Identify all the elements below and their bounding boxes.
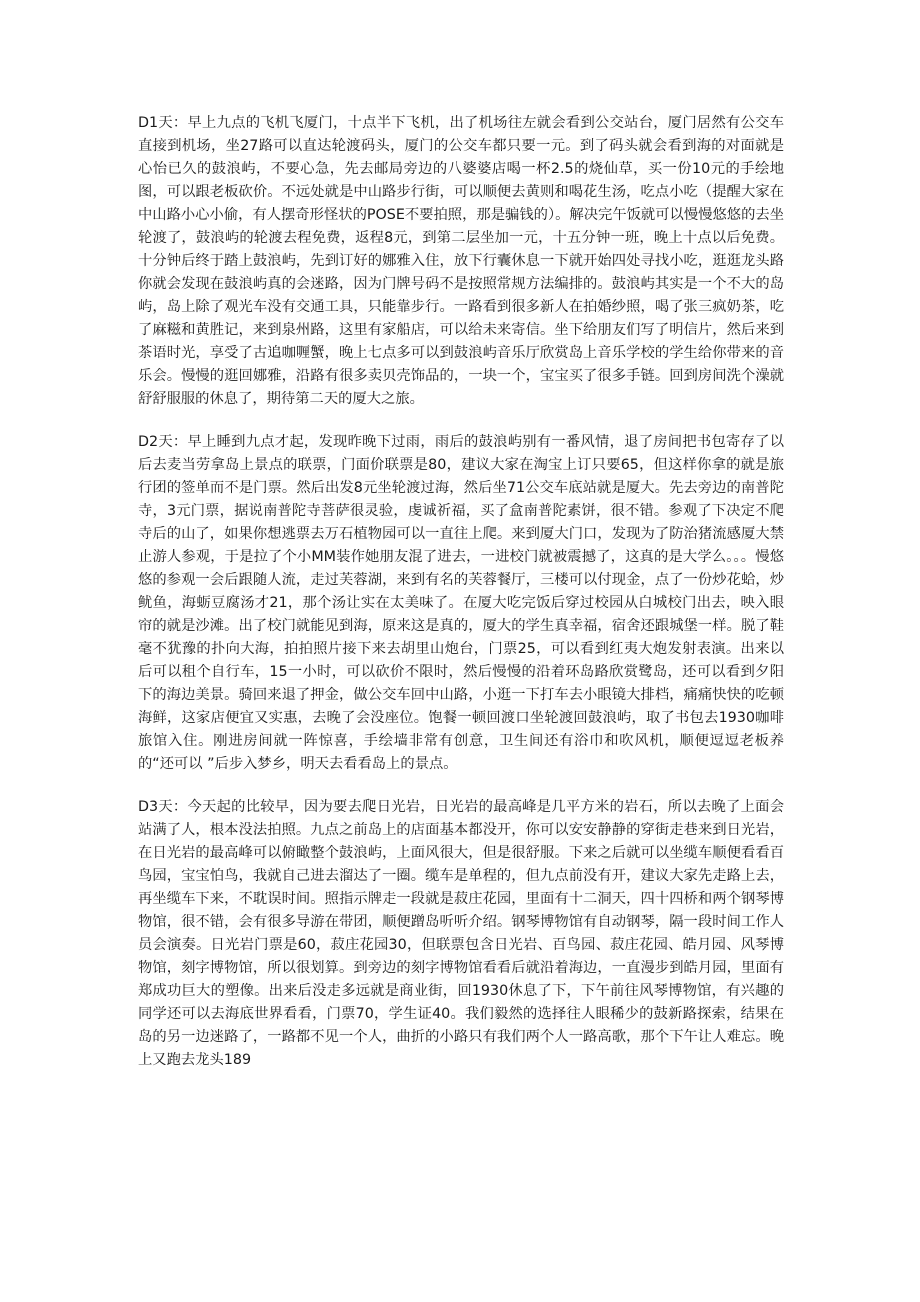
document-body	[138, 112, 784, 1092]
paragraph-day-3: D3天：今天起的比较早，因为要去爬日光岩，日光岩的最高峰是几平方米的岩石，所以去晚了上面会站满了人，根本没法拍照。九点之前岛上的店面基本都没开，你可以安安静静的穿街走巷来到日光岩，在日光岩的最高峰可以俯瞰整个鼓浪屿，上面风很大，但是很舒服。下来之后就可以坐缆车顺便看看百鸟园，宝宝怕鸟，我就自己进去溜达了一圈。缆车是单程的，但九点前没有开，建议大家先走路上去，再坐缆车下来，不耽误时间。照指示牌走一段就是菽庄花园，里面有十二洞天，四十四桥和两个钢琴博物馆，很不错，会有很多导游在带团，顺便蹭岛听听介绍。钢琴博物馆有自动钢琴，隔一段时间工作人员会演奏。日光岩门票是60，菽庄花园30，但联票包含日光岩、百鸟园、菽庄花园、皓月园、风琴博物馆，刻字博物馆，所以很划算。到旁边的刻字博物馆看看后就沿着海边，一直漫步到皓月园，里面有郑成功巨大的塑像。出来后没走多远就是商业街，回1930休息了下，下午前往风琴博物馆，有兴趣的同学还可以去海底世界看看，门票70，学生证40。我们毅然的选择往人眼稀少的鼓新路探索，结果在岛的另一边迷路了，一路都不见一个人，曲折的小路只有我们两个人一路高歌，那个下午让人难忘。晚上又跑去龙头189	[138, 799, 784, 1068]
paragraph-day-1: D1天：早上九点的飞机飞厦门，十点半下飞机，出了机场往左就会看到公交站台，厦门居然有公交车直接到机场，坐27路可以直达轮渡码头，厦门的公交车都只要一元。到了码头就会看到海的对面就是心怡已久的鼓浪屿，不要心急，先去邮局旁边的八婆婆店喝一杯2.5的烧仙草，买一份10元的手绘地图，可以跟老板砍价。不远处就是中山路步行街，可以顺便去黄则和喝花生汤，吃点小吃（提醒大家在中山路小心小偷，有人摆奇形怪状的POSE不要拍照，那是骗钱的）。解决完午饭就可以慢慢悠悠的去坐轮渡了，鼓浪屿的轮渡去程免费，返程8元，到第二层坐加一元，十五分钟一班，晚上十点以后免费。十分钟后终于踏上鼓浪屿，先到订好的娜雅入住，放下行囊休息一下就开始四处寻找小吃，逛逛龙头路你就会发现在鼓浪屿真的会迷路，因为门牌号码不是按照常规方法编排的。鼓浪屿其实是一个不大的岛屿，岛上除了观光车没有交通工具，只能靠步行。一路看到很多新人在拍婚纱照，喝了张三疯奶茶，吃了麻糍和黄胜记，来到泉州路，这里有家船店，可以给未来寄信。坐下给朋友们写了明信片，然后来到茶语时光，享受了古追咖喱蟹，晚上七点多可以到鼓浪屿音乐厅欣赏岛上音乐学校的学生给你带来的音乐会。慢慢的逛回娜雅，沿路有很多卖贝壳饰品的，一块一个，宝宝买了很多手链。回到房间洗个澡就舒舒服服的休息了，期待第二天的厦大之旅。	[138, 115, 784, 407]
paragraph-day-2: D2天：早上睡到九点才起，发现昨晚下过雨，雨后的鼓浪屿别有一番风情，退了房间把书包寄存了以后去麦当劳拿岛上景点的联票，门面价联票是80，建议大家在淘宝上订只要65，但这样你拿的就是旅行团的签单而不是门票。然后出发8元坐轮渡过海，然后坐71公交车底站就是厦大。先去旁边的南普陀寺，3元门票，据说南普陀寺菩萨很灵验，虔诚祈福，买了盒南普陀素饼，很不错。参观了下决定不爬寺后的山了，如果你想逃票去万石植物园可以一直往上爬。来到厦大门口，发现为了防治猪流感厦大禁止游人参观，于是拉了个小MM装作她朋友混了进去，一进校门就被震撼了，这真的是大学么。。。慢悠悠的参观一会后跟随人流，走过芙蓉湖，来到有名的芙蓉餐厅，三楼可以付现金，点了一份炒花蛤，炒鱿鱼，海蛎豆腐汤才21，那个汤让实在太美味了。在厦大吃完饭后穿过校园从白城校门出去，映入眼帘的就是沙滩。出了校门就能见到海，原来这是真的，厦大的学生真幸福，宿舍还跟城堡一样。脱了鞋毫不犹豫的扑向大海，拍拍照片接下来去胡里山炮台，门票25，可以看到红夷大炮发射表演。出来以后可以租个自行车，15一小时，可以砍价不限时，然后慢慢的沿着环岛路欣赏鹭岛，还可以看到夕阳下的海边美景。骑回来退了押金，做公交车回中山路，小逛一下打车去小眼镜大排档，痛痛快快的吃顿海鲜，这家店便宜又实惠，去晚了会没座位。饱餐一顿回渡口坐轮渡回鼓浪屿，取了书包去1930咖啡旅馆入住。刚进房间就一阵惊喜，手绘墙非常有创意，卫生间还有浴巾和吹风机，顺便逗逗老板养的“还可以 ”后步入梦乡，明天去看看岛上的景点。	[138, 434, 784, 772]
